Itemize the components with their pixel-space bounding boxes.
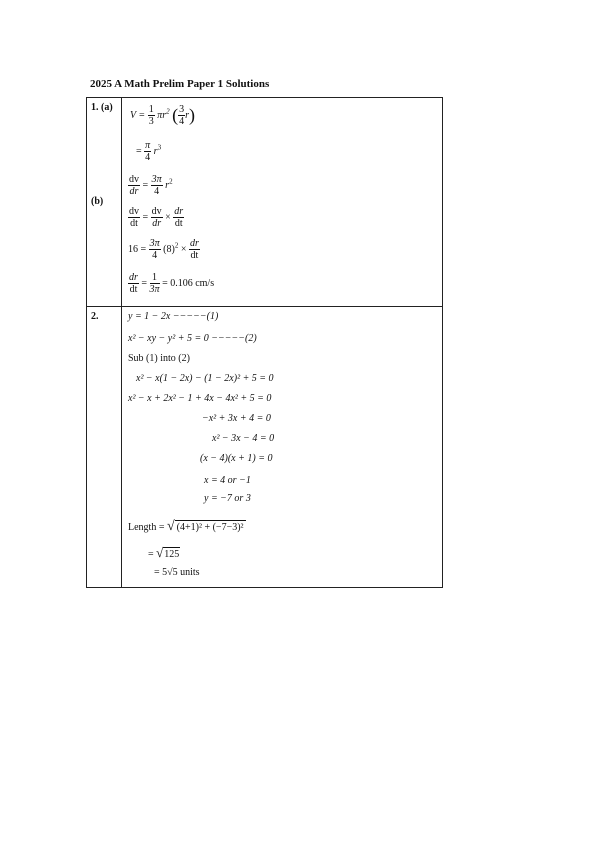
q1b-line-1: $\frac{dv}{dr}$ = $\frac{3\pi}{4}$ $r^2$ <box>129 174 173 197</box>
q2-line-2: x² − xy − y² + 5 = 0 −−−−−(2) <box>128 333 257 344</box>
q1b-line-2: $\frac{dv}{dt}$ = $\frac{dv}{dr}$ × $\frac{dr}{dt}$ <box>129 206 184 229</box>
q2-line-12: = √125 <box>148 545 180 560</box>
q1a-line-1: V = $\frac{1}{3}$ $\pi r^2$ ( $\frac{3}{4}$ r) <box>130 104 195 127</box>
q1a-line-2: = $\frac{\pi}{4}$ $r^3$ <box>136 140 162 163</box>
q2-line-4: x² − x(1 − 2x) − (1 − 2x)² + 5 = 0 <box>136 373 274 384</box>
question-1-number-cell <box>87 98 122 307</box>
question-1-number: 1. (a) <box>91 102 113 113</box>
q2-line-10: y = −7 or 3 <box>204 493 251 504</box>
question-2-row <box>87 307 443 588</box>
q2-length-line: Length = √ (4+1)² + (−7−3)² <box>128 519 244 534</box>
q2-line-8: (x − 4)(x + 1) = 0 <box>200 453 273 464</box>
q2-line-9: x = 4 or −1 <box>204 475 251 486</box>
question-1-working-cell <box>122 98 443 307</box>
question-2-number: 2. <box>91 311 99 322</box>
question-1b-label: (b) <box>91 196 104 207</box>
q1b-line-3: 16 = $\frac{3\pi}{4}$ $(8)^2$ × $\frac{dr}{dt}$ <box>128 238 199 261</box>
q2-line-3: Sub (1) into (2) <box>128 353 190 364</box>
question-2-number-cell <box>87 307 122 588</box>
question-1-row <box>87 98 443 307</box>
page-title: 2025 A Math Prelim Paper 1 Solutions <box>90 78 270 90</box>
length-expression: (4+1)² + (−7−3)² <box>176 522 244 533</box>
q2-line-6: −x² + 3x + 4 = 0 <box>202 413 271 424</box>
length-label: Length = <box>128 522 165 533</box>
q2-line-1: y = 1 − 2x −−−−−(1) <box>128 311 219 322</box>
q2-line-13: = 5√5 units <box>154 567 200 578</box>
q2-line-5: x² − x + 2x² − 1 + 4x − 4x² + 5 = 0 <box>128 393 272 404</box>
q2-line-7: x² − 3x − 4 = 0 <box>212 433 275 444</box>
q1b-line-4: $\frac{dr}{dt}$ = $\frac{1}{3\pi}$ = 0.106 cm/s <box>129 272 215 295</box>
solutions-table <box>86 97 443 588</box>
question-2-working-cell <box>122 307 443 588</box>
